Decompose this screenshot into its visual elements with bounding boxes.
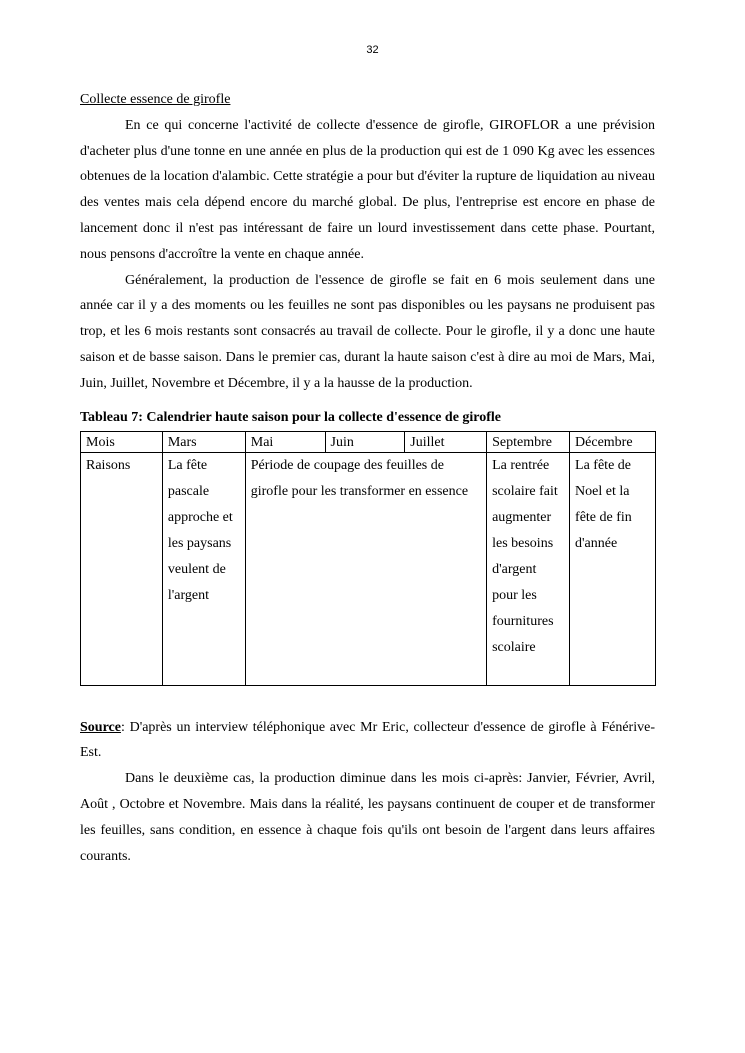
header-cell-decembre: Décembre <box>570 431 656 452</box>
cell-mai-juillet: Période de coupage des feuilles de girofle pour les transformer en essence <box>245 452 486 685</box>
cell-mars: La fête pascale approche et les paysans veulent de l'argent <box>162 452 245 685</box>
document-body <box>80 87 655 869</box>
calendar-table <box>80 431 656 686</box>
source-note <box>80 715 655 767</box>
paragraph-3: Dans le deuxième cas, la production diminue dans les mois ci-après: Janvier, Février, Avril, Août , Octobre et Novembre. Mais dans la réalité, les paysans continuent de couper et de transformer les feuilles, sans condition, en essence à chaque fois qu'ils ont besoin de l'argent dans leurs affaires courants. <box>80 771 655 864</box>
table-header-row <box>81 431 656 452</box>
table-row-raisons <box>81 452 656 685</box>
section-title: Collecte essence de girofle <box>80 92 231 107</box>
cell-decembre: La fête de Noel et la fête de fin d'année <box>570 452 656 685</box>
paragraph-1: En ce qui concerne l'activité de collecte d'essence de girofle, GIROFLOR a une prévision d'acheter plus d'une tonne en une année en plus de la production qui est de 1 090 Kg avec les essences obtenues de la location d'alambic. Cette stratégie a pour but d'éviter la rupture de liquidation au niveau des ventes mais cela dépend encore du marché global. De plus, l'entreprise est encore en phase de lancement donc il n'est pas intéressant de faire un lourd investissement dans cette phase. Pourtant, nous pensons d'accroître la vente en chaque année. <box>80 117 655 262</box>
header-cell-septembre: Septembre <box>487 431 570 452</box>
header-cell-mars: Mars <box>162 431 245 452</box>
paragraph-2: Généralement, la production de l'essence de girofle se fait en 6 mois seulement dans une année car il y a des moments ou les feuilles ne sont pas disponibles ou les paysans ne produisent pas trop, et les 6 mois restants sont consacrés au travail de collecte. Pour le girofle, il y a donc une haute saison et de basse saison. Dans le premier cas, durant la haute saison c'est à dire au moi de Mars, Mai, Juin, Juillet, Novembre et Décembre, il y a la hausse de la production. <box>80 272 655 391</box>
header-cell-juillet: Juillet <box>405 431 487 452</box>
header-cell-juin: Juin <box>325 431 405 452</box>
header-cell-mois: Mois <box>81 431 163 452</box>
page-number: 32 <box>366 44 379 56</box>
source-label: Source <box>80 719 121 735</box>
header-cell-mai: Mai <box>245 431 325 452</box>
row-label-raisons: Raisons <box>81 452 163 685</box>
table-caption: Tableau 7: Calendrier haute saison pour la collecte d'essence de girofle <box>80 409 502 425</box>
source-text: : D'après un interview téléphonique avec Mr Eric, collecteur d'essence de girofle à Fénérive-Est. <box>80 719 655 761</box>
cell-septembre: La rentrée scolaire fait augmenter les besoins d'argent pour les fournitures scolaire <box>487 452 570 685</box>
